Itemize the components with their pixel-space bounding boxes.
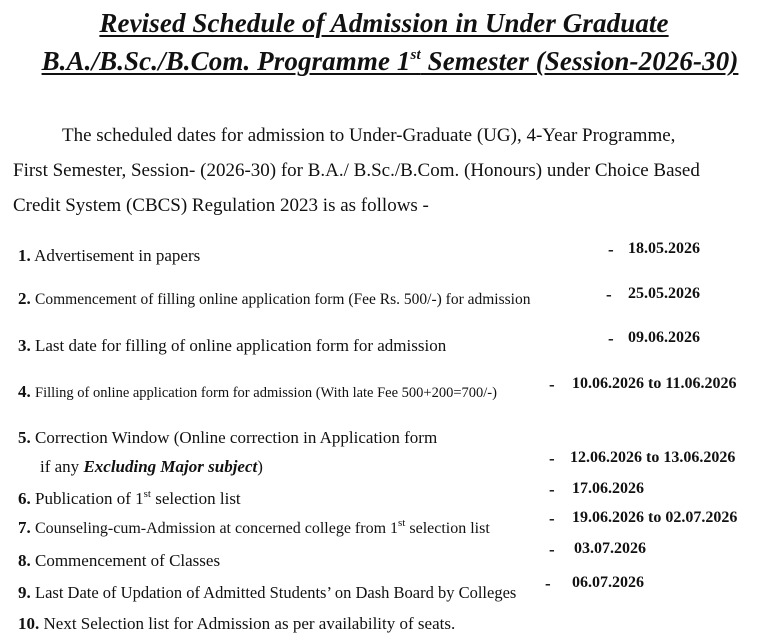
schedule-item-7 <box>18 517 490 538</box>
item-date: 19.06.2026 to 02.07.2026 <box>572 509 738 526</box>
item-dash: - <box>606 285 612 304</box>
item-date: 12.06.2026 to 13.06.2026 <box>570 449 736 466</box>
schedule-item-3 <box>18 336 446 356</box>
schedule-item-2 <box>18 289 530 309</box>
item-number: 3. <box>18 336 31 355</box>
item-date: 18.05.2026 <box>628 240 700 257</box>
item-date: 17.06.2026 <box>572 480 644 497</box>
title-line2-sup: st <box>410 47 421 63</box>
item-date: 10.06.2026 to 11.06.2026 <box>572 375 737 392</box>
schedule-item-5 <box>18 428 437 448</box>
item-date: 09.06.2026 <box>628 329 700 346</box>
item-date: 25.05.2026 <box>628 285 700 302</box>
schedule-item-9 <box>18 583 516 603</box>
item-number: 6. <box>18 489 31 508</box>
item-text: Commencement of filling online application form (Fee Rs. 500/-) for admission <box>35 291 531 308</box>
item-dash: - <box>549 509 555 528</box>
item-text: Correction Window (Online correction in Application form <box>35 428 438 447</box>
schedule-item-6 <box>18 488 241 509</box>
item-dash: - <box>549 449 555 468</box>
item-text-end: selection list <box>150 489 241 508</box>
item-dash: - <box>549 540 555 559</box>
item-text: Counseling-cum-Admission at concerned college from 1 <box>35 520 399 537</box>
item-emphasis: Excluding Major subject <box>83 457 258 476</box>
schedule-item-5-line2 <box>40 457 263 477</box>
item-text: Advertisement in papers <box>34 246 201 265</box>
item-sup: st <box>398 517 406 529</box>
item-number: 1. <box>18 246 31 265</box>
item-dash: - <box>549 375 555 394</box>
item-text: Commencement of Classes <box>35 551 221 570</box>
item-number: 9. <box>18 583 31 602</box>
title-line2-rest: Semester (Session-2026-30) <box>420 46 739 76</box>
intro-line3: Credit System (CBCS) Regulation 2023 is as follows - <box>13 195 429 216</box>
item-text: Last Date of Updation of Admitted Students’ on Dash Board by Colleges <box>35 583 517 602</box>
item-text-continued: if any <box>40 457 84 476</box>
document-title-line2 <box>6 46 768 77</box>
item-text-end: selection list <box>405 520 490 537</box>
schedule-item-4 <box>18 382 497 402</box>
item-date: 06.07.2026 <box>572 574 644 591</box>
item-text: Last date for filling of online application form for admission <box>35 336 447 355</box>
item-dash: - <box>549 480 555 499</box>
item-number: 2. <box>18 289 31 308</box>
item-text: Publication of 1 <box>35 489 144 508</box>
item-number: 7. <box>18 518 31 537</box>
schedule-item-10 <box>18 614 455 634</box>
intro-line2: First Semester, Session- (2026-30) for B.A./ B.Sc./B.Com. (Honours) under Choice Based <box>13 160 700 181</box>
item-number: 5. <box>18 428 31 447</box>
intro-line1: The scheduled dates for admission to Under-Graduate (UG), 4-Year Programme, <box>62 125 676 146</box>
item-text-end: ) <box>257 457 263 476</box>
item-number: 4. <box>18 382 31 401</box>
item-sup: st <box>143 488 151 500</box>
title-line2-text: B.A./B.Sc./B.Com. Programme 1 <box>41 46 411 76</box>
item-text: Filling of online application form for admission (With late Fee 500+200=700/-) <box>35 385 497 401</box>
document-title-line1: Revised Schedule of Admission in Under Graduate <box>99 8 669 38</box>
item-dash: - <box>608 240 614 259</box>
item-date: 03.07.2026 <box>574 540 646 557</box>
item-dash: - <box>608 329 614 348</box>
item-number: 10. <box>18 614 40 633</box>
item-text: Next Selection list for Admission as per availability of seats. <box>43 614 456 633</box>
schedule-item-8 <box>18 551 220 571</box>
item-number: 8. <box>18 551 31 570</box>
schedule-item-1 <box>18 246 200 266</box>
item-dash: - <box>545 574 551 593</box>
